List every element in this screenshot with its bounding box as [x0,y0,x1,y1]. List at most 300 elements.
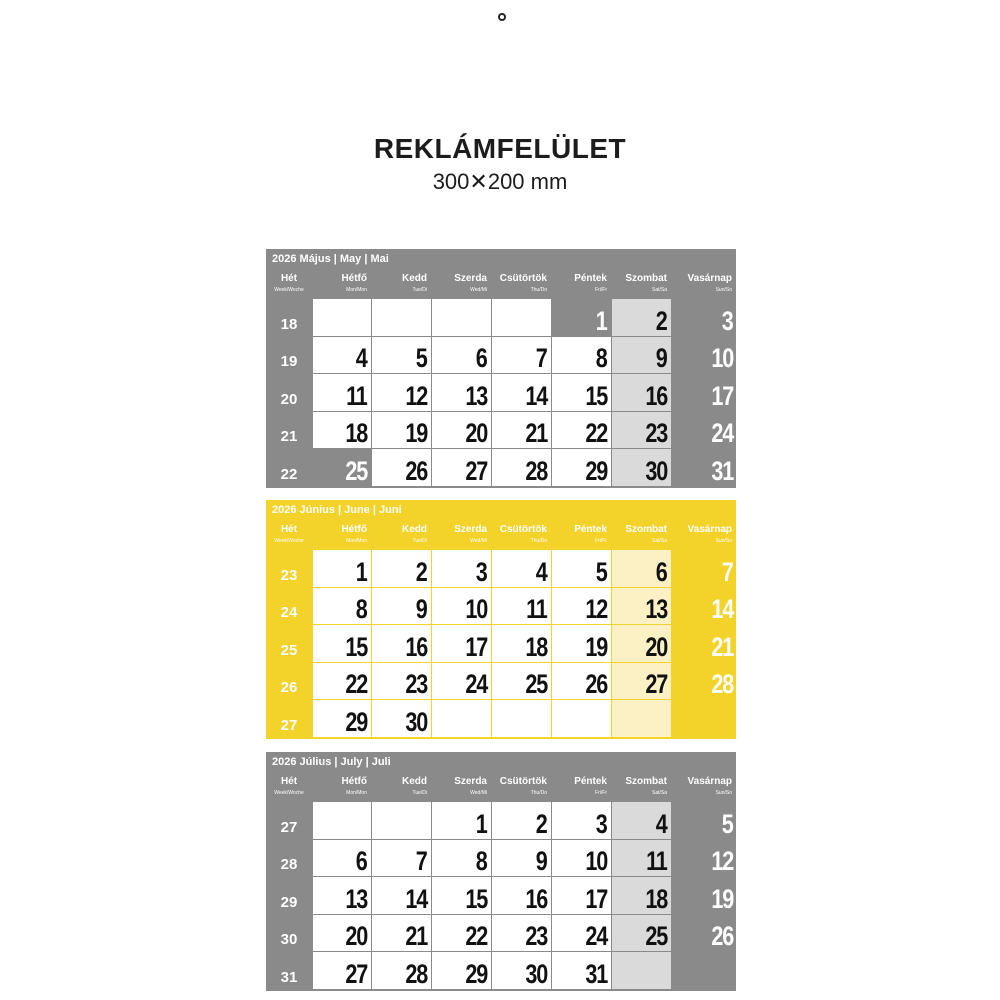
day-number: 24 [465,669,487,700]
day-number: 20 [645,631,667,662]
day-cell[interactable] [492,449,551,486]
day-cell[interactable] [372,802,431,839]
day-cell[interactable] [672,840,736,877]
weekday-header [551,520,611,549]
day-number: 7 [536,343,547,374]
week-number: 22 [280,465,298,483]
week-number-cell [266,801,312,839]
day-number: 6 [656,556,667,587]
day-number: 16 [525,883,547,914]
day-cell[interactable] [552,915,611,952]
day-number: 19 [405,418,427,449]
day-cell[interactable] [313,588,371,625]
weekday-name: Vasárnap [687,776,732,787]
day-cell[interactable] [552,625,611,662]
day-cell[interactable] [672,802,736,839]
day-cell[interactable] [612,588,671,625]
day-cell[interactable] [492,550,551,587]
weekday-name: Csütörtök [499,776,547,787]
day-cell[interactable] [432,299,491,336]
weekday-name: Péntek [574,776,607,787]
day-number: 22 [585,418,607,449]
day-cell[interactable] [372,588,431,625]
day-number: 27 [345,958,367,989]
day-number: 24 [711,418,733,449]
day-number: 19 [585,631,607,662]
day-cell[interactable] [372,877,431,914]
weekday-name: Vasárnap [687,524,732,535]
day-cell[interactable] [492,700,551,737]
day-number: 14 [525,380,547,411]
weekday-header [312,772,371,801]
weekday-name: Kedd [402,524,427,535]
day-cell[interactable] [313,374,371,411]
day-number: 16 [645,380,667,411]
day-cell[interactable] [552,337,611,374]
weekday-translation: Tue/Di [412,790,427,796]
weekday-translation: Mon/Mon [346,538,367,544]
day-number: 4 [356,343,367,374]
weekday-name: Szerda [454,776,487,787]
week-number-cell [266,298,312,336]
week-number-cell [266,839,312,877]
weekday-name: Hét [280,776,298,787]
day-cell[interactable] [372,449,431,486]
day-cell[interactable] [612,449,671,486]
day-cell[interactable] [492,840,551,877]
week-number-cell [266,662,312,700]
day-cell[interactable] [672,588,736,625]
week-number: 20 [280,390,298,408]
week-number-cell [266,876,312,914]
week-column-header [266,269,312,298]
weekday-header [491,269,551,298]
day-number: 1 [476,808,487,839]
day-number: 4 [536,556,547,587]
day-number: 7 [416,846,427,877]
day-number: 5 [722,808,733,839]
day-number: 9 [416,594,427,625]
day-cell[interactable] [612,877,671,914]
day-cell[interactable] [672,625,736,662]
day-number: 18 [345,418,367,449]
day-number: 14 [711,594,733,625]
weekday-translation: Wed/Mi [470,790,487,796]
weekday-translation: Sat/Sa [651,287,667,293]
week-number: 21 [280,428,298,446]
weekday-translation: Thu/Do [530,287,547,293]
day-number: 18 [525,631,547,662]
day-cell[interactable] [372,952,431,989]
day-cell[interactable] [552,877,611,914]
day-number: 12 [405,380,427,411]
day-number: 13 [465,380,487,411]
day-number: 15 [585,380,607,411]
day-number: 18 [645,883,667,914]
weekday-name: Hét [280,524,298,535]
weekday-translation: Tue/Di [412,538,427,544]
day-cell[interactable] [313,299,371,336]
day-cell[interactable] [672,550,736,587]
day-cell[interactable] [432,550,491,587]
day-number: 5 [416,343,427,374]
day-number: 15 [465,883,487,914]
day-number: 27 [645,669,667,700]
day-cell[interactable] [432,700,491,737]
day-number: 25 [525,669,547,700]
weekday-translation: Sun/So [715,538,732,544]
weekday-translation: Fri/Fr [595,790,607,796]
day-number: 21 [525,418,547,449]
day-cell[interactable] [612,299,671,336]
day-cell[interactable] [672,337,736,374]
day-cell[interactable] [552,412,611,449]
day-cell[interactable] [492,802,551,839]
day-cell[interactable] [432,412,491,449]
day-cell[interactable] [552,299,611,336]
weekday-translation: Fri/Fr [595,287,607,293]
weekday-header [312,269,371,298]
day-number: 17 [465,631,487,662]
week-number: 29 [280,893,298,911]
day-cell[interactable] [552,802,611,839]
day-number: 5 [596,556,607,587]
weekday-name: Kedd [402,273,427,284]
day-cell[interactable] [672,299,736,336]
week-number: 27 [280,716,298,734]
weekday-name: Vasárnap [687,273,732,284]
day-cell[interactable] [492,877,551,914]
day-number: 1 [356,556,367,587]
day-number: 27 [465,455,487,486]
day-number: 22 [345,669,367,700]
day-number: 8 [476,846,487,877]
day-number: 11 [346,380,367,411]
day-number: 23 [405,669,427,700]
day-cell[interactable] [552,840,611,877]
weekday-header [671,269,736,298]
weekday-header [371,269,431,298]
weekday-translation: Mon/Mon [346,287,367,293]
day-number: 26 [711,921,733,952]
weekday-header [431,269,491,298]
weekday-translation: Sat/Sa [651,538,667,544]
day-cell[interactable] [612,412,671,449]
week-number-cell [266,411,312,449]
day-number: 22 [465,921,487,952]
day-cell[interactable] [432,625,491,662]
day-number: 20 [345,921,367,952]
day-cell[interactable] [432,337,491,374]
week-column-header [266,772,312,801]
weekday-translation: Mon/Mon [346,790,367,796]
day-cell[interactable] [432,588,491,625]
day-cell[interactable] [612,700,671,737]
weekday-name: Csütörtök [499,524,547,535]
day-number: 2 [536,808,547,839]
hanging-hole [498,13,506,21]
weekday-header [312,520,371,549]
day-cell[interactable] [432,877,491,914]
week-number: 27 [280,818,298,836]
day-cell[interactable] [672,952,736,989]
day-cell[interactable] [372,840,431,877]
day-cell[interactable] [432,449,491,486]
week-number: 18 [280,315,298,333]
day-number: 4 [656,808,667,839]
weekday-translation: Thu/Do [530,538,547,544]
day-cell[interactable] [612,550,671,587]
day-cell[interactable] [612,952,671,989]
day-cell[interactable] [313,412,371,449]
day-number: 11 [526,594,547,625]
day-cell[interactable] [313,840,371,877]
day-cell[interactable] [432,840,491,877]
week-number: 31 [280,968,298,986]
week-column-header [266,520,312,549]
weekday-translation: Sun/So [715,287,732,293]
week-number-cell [266,914,312,952]
day-number: 29 [345,706,367,737]
day-cell[interactable] [432,663,491,700]
day-number: 8 [596,343,607,374]
month-title: 2026 Július | July | Juli [272,756,391,768]
day-number: 3 [722,305,733,336]
day-cell[interactable] [313,700,371,737]
month-title: 2026 Május | May | Mai [272,253,389,265]
week-number-cell [266,549,312,587]
day-number: 3 [596,808,607,839]
weekday-translation: Thu/Do [530,790,547,796]
week-number: 23 [280,566,298,584]
day-cell[interactable] [372,550,431,587]
day-number: 10 [465,594,487,625]
day-cell[interactable] [552,700,611,737]
weekday-name: Kedd [402,776,427,787]
ad-space-size: 300✕200 mm [432,169,568,194]
weekday-header [551,772,611,801]
day-number: 7 [722,556,733,587]
day-cell[interactable] [672,877,736,914]
day-cell[interactable] [432,374,491,411]
weekday-header [491,772,551,801]
day-cell[interactable] [492,625,551,662]
day-cell[interactable] [313,550,371,587]
day-cell[interactable] [672,915,736,952]
weekday-name: Szerda [454,524,487,535]
day-cell[interactable] [612,915,671,952]
day-cell[interactable] [552,663,611,700]
week-number-cell [266,448,312,486]
day-cell[interactable] [492,374,551,411]
week-number: 24 [280,604,298,622]
day-cell[interactable] [372,412,431,449]
day-cell[interactable] [612,840,671,877]
day-cell[interactable] [372,299,431,336]
weekday-header [611,520,671,549]
day-number: 30 [645,455,667,486]
day-cell[interactable] [313,915,371,952]
weekday-header [611,269,671,298]
week-number: 28 [280,856,298,874]
day-number: 29 [585,455,607,486]
day-number: 24 [585,921,607,952]
day-number: 10 [585,846,607,877]
weekday-translation: Fri/Fr [595,538,607,544]
weekday-header [431,520,491,549]
day-number: 14 [405,883,427,914]
weekday-name: Szerda [454,273,487,284]
day-cell[interactable] [372,625,431,662]
day-number: 21 [711,631,733,662]
weekday-name: Hétfő [341,273,367,284]
week-number-cell [266,336,312,374]
day-cell[interactable] [313,877,371,914]
day-number: 6 [476,343,487,374]
day-cell[interactable] [492,588,551,625]
day-number: 30 [405,706,427,737]
day-cell[interactable] [432,952,491,989]
day-number: 30 [525,958,547,989]
day-cell[interactable] [552,449,611,486]
day-cell[interactable] [313,449,371,486]
day-number: 29 [465,958,487,989]
weekday-header [551,269,611,298]
ad-space-title: REKLÁMFELÜLET [373,133,627,164]
day-number: 17 [585,883,607,914]
day-cell[interactable] [313,663,371,700]
weekday-translation: Sun/So [715,790,732,796]
day-cell[interactable] [552,952,611,989]
day-cell[interactable] [612,802,671,839]
day-cell[interactable] [432,915,491,952]
day-number: 9 [656,343,667,374]
day-number: 19 [711,883,733,914]
weekday-name: Csütörtök [499,273,547,284]
weekday-name: Hétfő [341,776,367,787]
month-block [266,249,736,488]
day-cell[interactable] [492,299,551,336]
day-cell[interactable] [492,337,551,374]
weekday-name: Szombat [625,524,667,535]
day-number: 31 [585,958,607,989]
day-cell[interactable] [313,802,371,839]
day-number: 28 [405,958,427,989]
day-number: 12 [711,846,733,877]
weekday-name: Szombat [625,776,667,787]
day-number: 13 [645,594,667,625]
day-number: 28 [525,455,547,486]
day-cell[interactable] [492,412,551,449]
day-cell[interactable] [672,449,736,486]
month-block [266,752,736,991]
day-cell[interactable] [492,663,551,700]
day-cell[interactable] [492,915,551,952]
weekday-name: Szombat [625,273,667,284]
day-number: 10 [711,343,733,374]
day-cell[interactable] [372,374,431,411]
day-cell[interactable] [372,700,431,737]
day-number: 13 [345,883,367,914]
day-number: 20 [465,418,487,449]
day-cell[interactable] [552,374,611,411]
month-block [266,500,736,739]
week-number: 30 [280,931,298,949]
day-cell[interactable] [492,952,551,989]
weekday-header [611,772,671,801]
day-cell[interactable] [672,700,736,737]
day-number: 1 [596,305,607,336]
day-cell[interactable] [313,952,371,989]
week-number-cell [266,587,312,625]
weekday-translation: Week/Woche [274,790,304,796]
weekday-translation: Tue/Di [412,287,427,293]
day-cell[interactable] [372,337,431,374]
day-cell[interactable] [672,374,736,411]
day-number: 9 [536,846,547,877]
day-cell[interactable] [372,915,431,952]
day-cell[interactable] [612,663,671,700]
weekday-name: Hétfő [341,524,367,535]
day-number: 17 [711,380,733,411]
day-cell[interactable] [372,663,431,700]
day-number: 23 [525,921,547,952]
weekday-header [371,520,431,549]
weekday-translation: Week/Woche [274,287,304,293]
week-number: 26 [280,679,298,697]
weekday-header [671,772,736,801]
day-number: 28 [711,669,733,700]
week-number-cell [266,951,312,989]
week-number-cell [266,699,312,737]
day-number: 23 [645,418,667,449]
day-cell[interactable] [672,412,736,449]
weekday-translation: Wed/Mi [470,538,487,544]
day-number: 16 [405,631,427,662]
day-number: 15 [345,631,367,662]
day-cell[interactable] [612,337,671,374]
day-number: 6 [356,846,367,877]
day-cell[interactable] [672,663,736,700]
weekday-header [371,772,431,801]
day-number: 25 [345,455,367,486]
day-cell[interactable] [552,588,611,625]
day-cell[interactable] [313,625,371,662]
weekday-translation: Sat/Sa [651,790,667,796]
weekday-header [491,520,551,549]
day-number: 21 [405,921,427,952]
weekday-header [431,772,491,801]
day-number: 25 [645,921,667,952]
day-cell[interactable] [432,802,491,839]
day-number: 2 [656,305,667,336]
day-number: 2 [416,556,427,587]
day-cell[interactable] [552,550,611,587]
day-number: 11 [646,846,667,877]
day-number: 8 [356,594,367,625]
weekday-header [671,520,736,549]
day-number: 26 [405,455,427,486]
day-cell[interactable] [612,625,671,662]
weekday-name: Hét [280,273,298,284]
weekday-translation: Week/Woche [274,538,304,544]
week-number: 19 [280,353,298,371]
day-cell[interactable] [612,374,671,411]
day-number: 31 [711,455,733,486]
day-number: 3 [476,556,487,587]
day-cell[interactable] [313,337,371,374]
week-number: 25 [280,641,298,659]
